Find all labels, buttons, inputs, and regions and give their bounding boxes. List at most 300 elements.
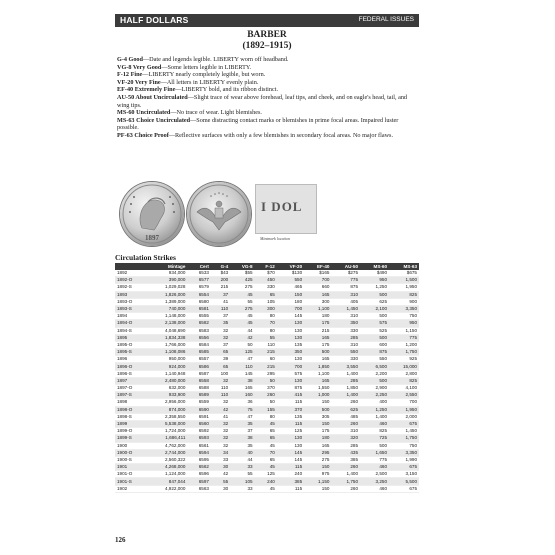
table-cell: 115 (277, 420, 304, 427)
table-cell: 37 (211, 341, 230, 348)
table-cell: 6596 (187, 471, 211, 478)
table-cell: 130 (277, 356, 304, 363)
table-cell: 2,500 (360, 471, 389, 478)
table-cell: 6559 (187, 399, 211, 406)
table-cell: 975 (304, 471, 331, 478)
book-page (115, 14, 419, 544)
table-cell: 500 (360, 291, 389, 298)
table-cell: 6555 (187, 313, 211, 320)
coin-date: 1897 (145, 234, 159, 242)
row-label: 1894-O (115, 320, 147, 327)
table-row (115, 377, 419, 384)
table-cell: 1,766,000 (147, 341, 187, 348)
row-label: 1892 (115, 270, 147, 277)
table-row (115, 413, 419, 420)
grade-text: —No trace of wear. Light blemishes. (170, 109, 262, 117)
row-label: 1902 (115, 485, 147, 492)
table-cell: 310 (331, 341, 360, 348)
row-label: 1899-O (115, 428, 147, 435)
table-row (115, 478, 419, 485)
table-cell: 1,990 (389, 456, 419, 463)
mintmark-detail-image (255, 184, 317, 234)
row-label: 1899-S (115, 435, 147, 442)
row-label: 1894-S (115, 327, 147, 334)
table-cell: 65 (211, 363, 230, 370)
table-cell: $43 (211, 270, 230, 277)
table-cell: 550 (360, 356, 389, 363)
table-cell: 130 (277, 435, 304, 442)
table-cell: 55 (230, 298, 254, 305)
table-cell: 6595 (187, 456, 211, 463)
table-row (115, 349, 419, 356)
table-cell: 50 (255, 399, 277, 406)
table-cell: 415 (277, 392, 304, 399)
row-label: 1895-S (115, 349, 147, 356)
table-cell: 32 (211, 428, 230, 435)
table-cell: 150 (304, 464, 331, 471)
table-cell: 180 (304, 435, 331, 442)
table-cell: 145 (230, 370, 254, 377)
table-cell: 215 (211, 284, 230, 291)
table-cell: 6533 (187, 270, 211, 277)
table-cell: 675 (389, 464, 419, 471)
table-cell: 115 (277, 464, 304, 471)
table-cell: 460 (360, 464, 389, 471)
table-cell: 500 (304, 406, 331, 413)
table-cell: 80 (255, 313, 277, 320)
table-cell: 6588 (187, 385, 211, 392)
mintmark-caption: Mintmark location (260, 236, 290, 241)
table-cell: 165 (304, 291, 331, 298)
table-cell: 632,000 (147, 385, 187, 392)
table-cell: 110 (255, 341, 277, 348)
column-header (115, 263, 147, 270)
table-cell: 47 (230, 356, 254, 363)
table-cell: 60 (255, 356, 277, 363)
row-label: 1893 (115, 291, 147, 298)
table-cell: 35 (230, 442, 254, 449)
table-cell: 6594 (187, 449, 211, 456)
grade-name: EF-40 Extremely Fine (117, 86, 176, 94)
row-label: 1897 (115, 377, 147, 384)
table-cell: 1,850 (331, 385, 360, 392)
table-cell: 675 (389, 485, 419, 492)
table-cell: 1,650 (360, 449, 389, 456)
table-cell: 500 (360, 442, 389, 449)
grade-text: —Slight trace of wear above forehead, leaf tips, and cheek, and on eagle's head, tail, and wing tips. (117, 93, 408, 109)
table-cell: 275 (230, 284, 254, 291)
table-cell: 260 (331, 485, 360, 492)
grade-text: —LIBERTY nearly completely legible, but worn. (142, 71, 266, 79)
grade-name: MS-60 Uncirculated (117, 109, 171, 117)
table-cell: 305 (304, 413, 331, 420)
table-cell: 41 (211, 298, 230, 305)
table-cell: 330 (255, 284, 277, 291)
table-cell: 6558 (187, 377, 211, 384)
row-label: 1895-O (115, 341, 147, 348)
grade-text: —Some distracting contact marks or blemishes in prime focal areas. Impaired luster possible. (117, 116, 399, 132)
grade-name: G-4 Good (117, 56, 143, 63)
table-cell: 44 (230, 327, 254, 334)
table-cell: 1,000 (304, 392, 331, 399)
row-label: 1895 (115, 334, 147, 341)
table-cell: 2,480,000 (147, 377, 187, 384)
table-cell: 934,000 (147, 270, 187, 277)
grade-descriptions (117, 56, 417, 140)
table-cell: 125 (277, 428, 304, 435)
table-cell: 30 (211, 485, 230, 492)
table-cell: 725 (360, 435, 389, 442)
table-cell: 285 (331, 377, 360, 384)
table-cell: 575 (277, 370, 304, 377)
table-cell: 145 (277, 449, 304, 456)
table-cell: 4,268,000 (147, 464, 187, 471)
table-cell: 5,538,000 (147, 420, 187, 427)
table-cell: 1,400 (360, 413, 389, 420)
table-cell: 105 (255, 298, 277, 305)
table-cell: 33 (230, 485, 254, 492)
table-cell: 260 (331, 420, 360, 427)
table-cell: 75 (230, 406, 254, 413)
table-cell: 600 (360, 341, 389, 348)
table-cell: 215 (255, 349, 277, 356)
table-cell: 3,250 (360, 478, 389, 485)
table-row (115, 464, 419, 471)
table-cell: 310 (331, 291, 360, 298)
coin-reverse-image (187, 182, 251, 246)
table-cell: 130 (277, 327, 304, 334)
table-cell: $490 (360, 270, 389, 277)
table-cell: 70 (255, 320, 277, 327)
table-cell: 6586 (187, 363, 211, 370)
table-cell: 165 (304, 442, 331, 449)
table-cell: 6590 (187, 406, 211, 413)
row-label: 1896 (115, 356, 147, 363)
table-cell: 2,200 (360, 370, 389, 377)
table-cell: 825 (389, 377, 419, 384)
table-cell: 950 (360, 277, 389, 284)
table-cell: 65 (255, 428, 277, 435)
table-cell: 80 (255, 413, 277, 420)
column-header: VG-8 (230, 263, 254, 270)
table-cell: 1,750 (389, 435, 419, 442)
table-cell: 6593 (187, 435, 211, 442)
grade-description (117, 56, 417, 64)
table-cell: 6556 (187, 334, 211, 341)
column-header: VF-20 (277, 263, 304, 270)
table-cell: 485 (331, 413, 360, 420)
table-cell: 65 (255, 456, 277, 463)
table-cell: 32 (211, 334, 230, 341)
column-header: Cert (187, 263, 211, 270)
table-cell: 125 (230, 349, 254, 356)
table-cell: 6581 (187, 305, 211, 312)
table-cell: 435 (331, 449, 360, 456)
table-cell: 740,000 (147, 305, 187, 312)
table-cell: 2,250 (360, 392, 389, 399)
table-cell: 310 (331, 313, 360, 320)
table-cell: $70 (255, 270, 277, 277)
table-cell: 65 (211, 349, 230, 356)
grade-name: VG-8 Very Good (117, 63, 162, 71)
table-cell: 3,350 (389, 449, 419, 456)
table-cell: 465 (277, 284, 304, 291)
coin-obverse-image (120, 182, 184, 246)
column-header: AU-50 (331, 263, 360, 270)
page-subtitle: (1892–1915) (242, 41, 292, 51)
table-cell: 1,750 (331, 478, 360, 485)
table-row (115, 277, 419, 284)
table-row (115, 284, 419, 291)
table-cell: 160 (230, 392, 254, 399)
table-cell: 50 (230, 341, 254, 348)
section-heading: Circulation Strikes (115, 253, 176, 262)
table-row (115, 392, 419, 399)
detail-text: I DOL (261, 199, 303, 214)
table-row (115, 270, 419, 277)
table-cell: 260 (331, 464, 360, 471)
table-cell: $130 (277, 270, 304, 277)
table-row (115, 298, 419, 305)
table-cell: 924,000 (147, 363, 187, 370)
table-cell: 500 (304, 349, 331, 356)
page-title: BARBER (247, 30, 287, 40)
table-cell: 150 (304, 399, 331, 406)
table-cell: 125 (255, 471, 277, 478)
table-cell: 285 (331, 442, 360, 449)
table-row (115, 327, 419, 334)
table-cell: 450 (255, 277, 277, 284)
table-cell: 4,100 (389, 385, 419, 392)
table-cell: 6562 (187, 464, 211, 471)
table-cell: 875 (360, 349, 389, 356)
table-row (115, 406, 419, 413)
table-cell: 130 (277, 442, 304, 449)
table-row (115, 370, 419, 377)
grade-text: —LIBERTY bold, and its ribbon distinct. (175, 86, 279, 94)
table-cell: 39 (211, 356, 230, 363)
table-cell: 1,250 (360, 284, 389, 291)
table-cell: 180 (304, 313, 331, 320)
grade-name: F-12 Fine (117, 71, 143, 79)
table-cell: 6557 (187, 356, 211, 363)
table-cell: 45 (230, 313, 254, 320)
table-cell: 6592 (187, 428, 211, 435)
table-cell: 135 (277, 413, 304, 420)
table-cell: 45 (255, 485, 277, 492)
table-cell: 41 (211, 413, 230, 420)
table-cell: 175 (304, 320, 331, 327)
table-cell: 32 (211, 327, 230, 334)
table-cell: 2,956,000 (147, 399, 187, 406)
table-cell: 385 (331, 456, 360, 463)
table-cell: 370 (277, 406, 304, 413)
table-cell: 130 (277, 377, 304, 384)
table-cell: 1,389,000 (147, 298, 187, 305)
table-row (115, 385, 419, 392)
table-cell: 500 (360, 313, 389, 320)
table-cell: 425 (230, 277, 254, 284)
table-cell: 115 (277, 399, 304, 406)
table-cell: 2,550 (389, 392, 419, 399)
table-row (115, 334, 419, 341)
grade-description (117, 117, 417, 132)
table-cell: 925 (389, 356, 419, 363)
column-header: Mintage (147, 263, 187, 270)
table-cell: 6585 (187, 349, 211, 356)
table-cell: 150 (277, 291, 304, 298)
table-cell: 750 (389, 313, 419, 320)
column-header: G-4 (211, 263, 230, 270)
row-label: 1897-O (115, 385, 147, 392)
row-label: 1897-S (115, 392, 147, 399)
table-header-row (115, 263, 419, 270)
table-cell: 34 (211, 449, 230, 456)
table-cell: 1,450 (331, 305, 360, 312)
table-cell: 40 (230, 449, 254, 456)
column-header: F-12 (255, 263, 277, 270)
row-label: 1898 (115, 399, 147, 406)
table-cell: 1,400 (331, 471, 360, 478)
table-cell: 175 (304, 341, 331, 348)
table-cell: 500 (360, 334, 389, 341)
table-cell: 275 (230, 305, 254, 312)
table-row (115, 313, 419, 320)
table-cell: 1,450 (389, 428, 419, 435)
table-cell: 130 (277, 320, 304, 327)
table-cell: 50 (255, 377, 277, 384)
table-cell: 1,850 (304, 363, 331, 370)
table-cell: 6,500 (360, 363, 389, 370)
table-row (115, 363, 419, 370)
table-cell: 45 (230, 291, 254, 298)
table-cell: 875 (331, 284, 360, 291)
table-cell: 145 (277, 456, 304, 463)
header-banner (115, 14, 419, 27)
table-cell: 4,048,690 (147, 327, 187, 334)
table-cell: 42 (211, 471, 230, 478)
table-cell: 38 (230, 435, 254, 442)
table-cell: 460 (360, 485, 389, 492)
table-cell: 660 (304, 284, 331, 291)
table-cell: 370 (255, 385, 277, 392)
row-label: 1900-O (115, 449, 147, 456)
table-cell: 575 (360, 320, 389, 327)
table-cell: 390,000 (147, 277, 187, 284)
table-cell: 44 (230, 456, 254, 463)
table-cell: 1,100 (304, 370, 331, 377)
table-cell: 6577 (187, 277, 211, 284)
table-cell: 295 (255, 370, 277, 377)
table-cell: 110 (211, 392, 230, 399)
row-label: 1899 (115, 420, 147, 427)
table-cell: 460 (360, 420, 389, 427)
table-cell: 2,138,000 (147, 320, 187, 327)
column-header: MS-60 (360, 263, 389, 270)
table-row (115, 420, 419, 427)
table-cell: 775 (389, 334, 419, 341)
table-cell: 875 (277, 385, 304, 392)
table-row (115, 456, 419, 463)
table-cell: 240 (255, 478, 277, 485)
table-cell: $55 (230, 270, 254, 277)
table-cell: 847,044 (147, 478, 187, 485)
table-cell: 1,100 (304, 305, 331, 312)
row-label: 1892-O (115, 277, 147, 284)
table-cell: 3,550 (331, 363, 360, 370)
table-cell: 300 (255, 305, 277, 312)
table-cell: 175 (304, 428, 331, 435)
table-cell: 3,150 (389, 471, 419, 478)
table-cell: 6584 (187, 341, 211, 348)
table-cell: 6583 (187, 327, 211, 334)
table-row (115, 435, 419, 442)
table-cell: 700 (277, 363, 304, 370)
table-cell: 32 (211, 377, 230, 384)
grade-name: VF-20 Very Fine (117, 78, 161, 86)
table-cell: 1,500 (389, 277, 419, 284)
grade-name: AU-50 About Uncirculated (117, 93, 188, 101)
table-cell: 350 (331, 320, 360, 327)
table-cell: 37 (211, 313, 230, 320)
table-cell: 150 (304, 420, 331, 427)
table-cell: 33 (211, 456, 230, 463)
grade-description (117, 79, 417, 87)
table-cell: 215 (255, 363, 277, 370)
table-cell: 6563 (187, 485, 211, 492)
table-cell: 405 (331, 298, 360, 305)
table-cell: $275 (331, 270, 360, 277)
table-cell: 35 (230, 420, 254, 427)
table-cell: 110 (211, 385, 230, 392)
table-cell: 1,686,411 (147, 435, 187, 442)
category-label: FEDERAL ISSUES (358, 16, 414, 23)
table-cell: 285 (331, 334, 360, 341)
table-cell: 55 (211, 478, 230, 485)
grade-description (117, 109, 417, 117)
table-cell: 6587 (187, 370, 211, 377)
table-cell: 1,148,000 (147, 313, 187, 320)
table-cell: 145 (277, 313, 304, 320)
table-cell: 4,922,000 (147, 485, 187, 492)
section-label: HALF DOLLARS (120, 15, 189, 25)
table-row (115, 320, 419, 327)
table-cell: 70 (255, 449, 277, 456)
table-cell: 80 (255, 327, 277, 334)
table-cell: 45 (255, 464, 277, 471)
table-cell: 5,500 (389, 478, 419, 485)
table-cell: 165 (304, 356, 331, 363)
grade-name: PF-63 Choice Proof (117, 131, 169, 139)
table-cell: 45 (255, 420, 277, 427)
page-number: 126 (115, 536, 126, 544)
table-cell: 2,560,322 (147, 456, 187, 463)
table-cell: 45 (230, 320, 254, 327)
table-cell: 550 (277, 277, 304, 284)
row-label: 1896-O (115, 363, 147, 370)
table-cell: 6580 (187, 298, 211, 305)
table-cell: 65 (255, 291, 277, 298)
table-cell: 165 (304, 334, 331, 341)
table-cell: 6554 (187, 291, 211, 298)
table-cell: 6579 (187, 284, 211, 291)
table-cell: 135 (277, 341, 304, 348)
row-label: 1901-S (115, 478, 147, 485)
table-cell: 115 (277, 485, 304, 492)
table-row (115, 442, 419, 449)
grade-description (117, 132, 417, 140)
table-cell: 1,724,000 (147, 428, 187, 435)
